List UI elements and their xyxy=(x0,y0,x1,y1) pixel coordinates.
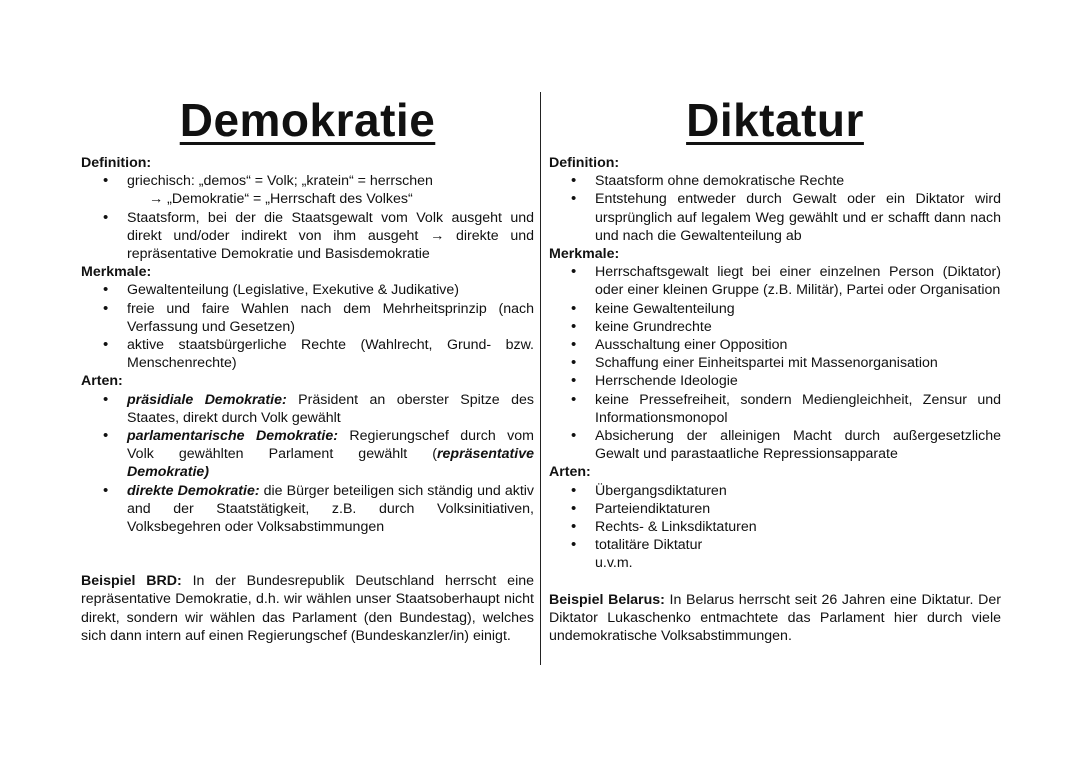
dictatorship-definition-heading: Definition: xyxy=(549,155,620,171)
dictatorship-features-heading: Merkmale: xyxy=(549,246,620,263)
list-item: • Absicherung der alleinigen Macht durch außergesetzliche Gewalt und parastaatliche Repressionsapparate xyxy=(549,427,1001,463)
democracy-example: Beispiel BRD: In der Bundesrepublik Deutschland herrscht eine repräsentative Demokratie, d.h. wir wählen unser Staatsoberhaupt nicht direkt, sondern wir wählen das Parlament (den Bundestag), welches sich dann intern auf einen Regierungschef (Bundeskanzler/in) einigt. xyxy=(81,573,534,644)
dictatorship-types-etc: u.v.m. xyxy=(595,555,633,572)
list-item: • parlamentarische Demokratie: Regierungschef durch vom Volk gewählten Parlament gewählt (repräsentative Demokratie) xyxy=(81,427,534,482)
type-term: direkte Demokratie: xyxy=(127,482,260,499)
list-item: • Rechts- & Linksdiktaturen xyxy=(549,518,1001,536)
list-item: • Ausschaltung einer Opposition xyxy=(549,336,1001,354)
list-item: • griechisch: „demos“ = Volk; „kratein“ = herrschen xyxy=(81,172,534,190)
dictatorship-title: Diktatur xyxy=(686,94,864,146)
democracy-definition-heading: Definition: xyxy=(81,155,152,171)
list-item: • Herrschaftsgewalt liegt bei einer einzelnen Person (Diktator) oder einer kleinen Gruppe (z.B. Militär), Partei oder Organisation xyxy=(549,263,1001,299)
list-item: • Gewaltenteilung (Legislative, Exekutive & Judikative) xyxy=(81,281,534,299)
democracy-types-list xyxy=(81,391,534,537)
dictatorship-types-list xyxy=(549,482,1001,555)
dictatorship-features-list xyxy=(549,263,1001,463)
list-item: • präsidiale Demokratie: Präsident an oberster Spitze des Staates, direkt durch Volk gewählt xyxy=(81,391,534,427)
democracy-meaning: → „Demokratie“ = „Herrschaft des Volkes“ xyxy=(149,191,413,208)
list-item: • keine Gewaltenteilung xyxy=(549,300,1001,318)
dictatorship-definition-list xyxy=(549,172,1001,245)
democracy-types-heading: Arten: xyxy=(81,373,123,390)
list-item: • Entstehung entweder durch Gewalt oder ein Diktator wird ursprünglich auf legalem Weg gewählt und er schafft dann nach und nach die Gewaltenteilung ab xyxy=(549,190,1001,245)
democracy-features-heading: Merkmale: xyxy=(81,264,152,281)
list-item: • keine Pressefreiheit, sondern Mediengleichheit, Zensur und Informationsmonopol xyxy=(549,391,1001,427)
list-item: • aktive staatsbürgerliche Rechte (Wahlrecht, Grund- bzw. Menschenrechte) xyxy=(81,336,534,372)
democracy-definition-list xyxy=(81,172,534,190)
list-item: • keine Grundrechte xyxy=(549,318,1001,336)
democracy-features-list xyxy=(81,281,534,372)
dictatorship-example: Beispiel Belarus: In Belarus herrscht seit 26 Jahren eine Diktatur. Der Diktator Lukaschenko entmachtete das Parlament hier durch viele undemokratische Volksabstimmungen. xyxy=(549,591,1002,645)
democracy-column xyxy=(81,92,534,645)
type-term: parlamentarische Demokratie: xyxy=(127,428,338,445)
dictatorship-types-heading: Arten: xyxy=(549,464,591,481)
list-item: • Staatsform, bei der die Staatsgewalt vom Volk ausgeht und direkt und/oder indirekt von ihm ausgeht → direkte und repräsentative Demokratie und Basisdemokratie xyxy=(81,209,534,264)
list-item: • Übergangsdiktaturen xyxy=(549,482,1001,500)
type-term: präsidiale Demokratie: xyxy=(127,391,287,408)
list-item: • Staatsform ohne demokratische Rechte xyxy=(549,172,1001,190)
democracy-title: Demokratie xyxy=(179,94,436,146)
column-divider xyxy=(540,92,541,665)
dictatorship-column xyxy=(549,92,1001,645)
list-item: • Parteiendiktaturen xyxy=(549,500,1001,518)
list-item: • Schaffung einer Einheitspartei mit Massenorganisation xyxy=(549,354,1001,372)
list-item: • Herrschende Ideologie xyxy=(549,372,1001,390)
list-item: • freie und faire Wahlen nach dem Mehrheitsprinzip (nach Verfassung und Gesetzen) xyxy=(81,300,534,336)
list-item: • totalitäre Diktatur xyxy=(549,536,1001,554)
list-item: • direkte Demokratie: die Bürger beteiligen sich ständig und aktiv and der Staatstätigkeit, z.B. durch Volksinitiativen, Volksbegehren oder Volksabstimmungen xyxy=(81,482,534,537)
